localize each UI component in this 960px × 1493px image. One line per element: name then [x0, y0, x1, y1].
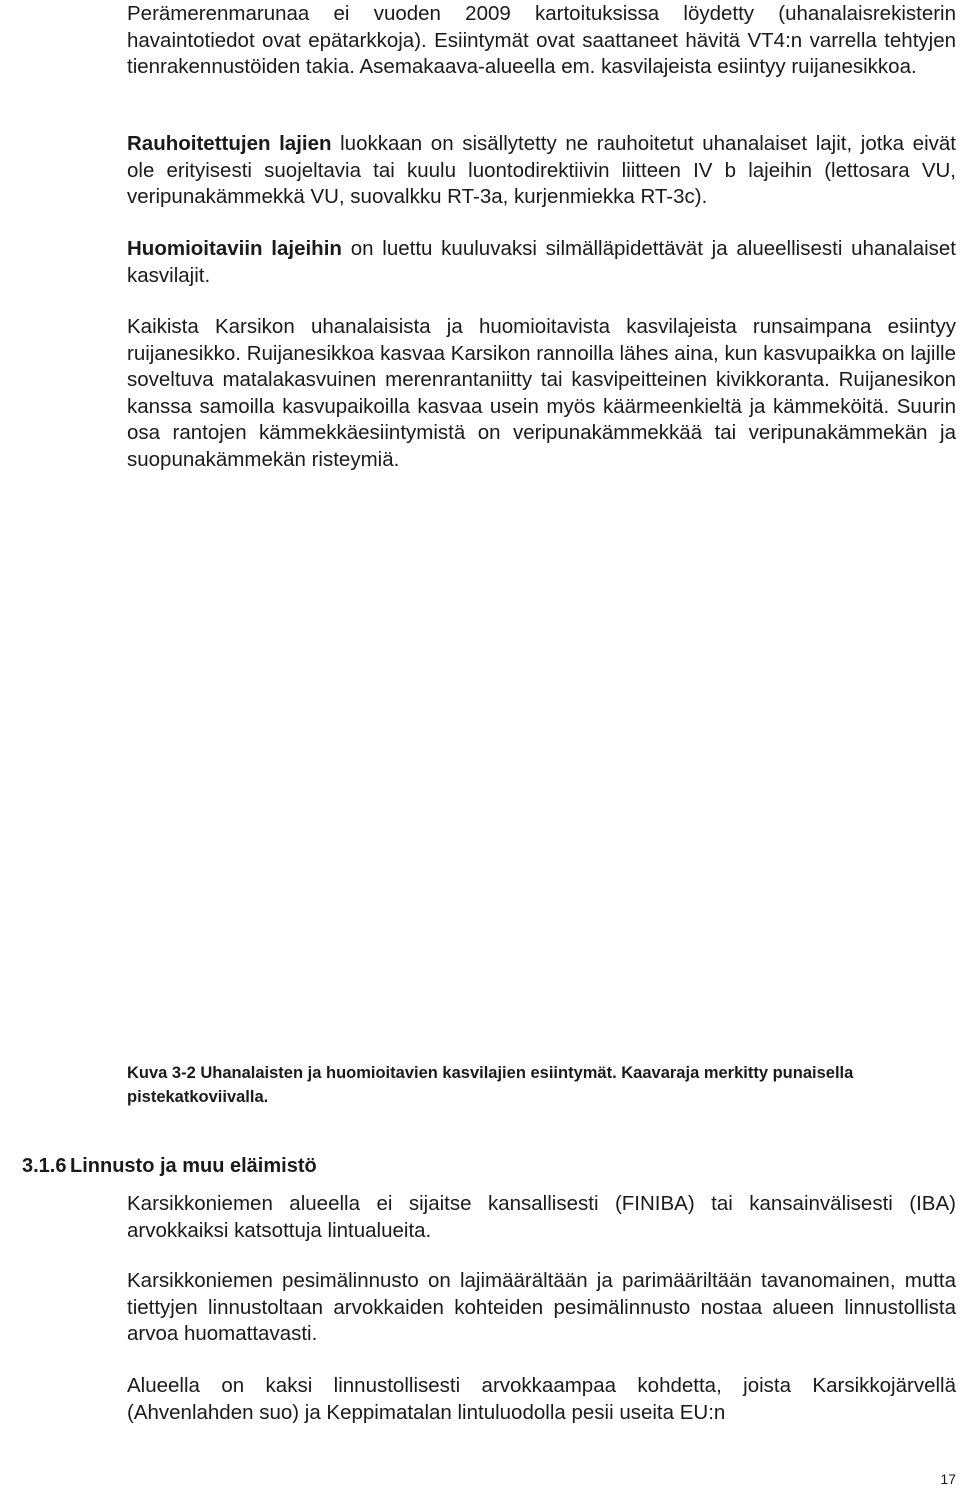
section-heading — [22, 1153, 317, 1179]
paragraph-rauhoitetut-lajit — [127, 131, 956, 211]
paragraph-ruijanesikko: Kaikista Karsikon uhanalaisista ja huomioitavista kasvilajeista runsaimpana esiintyy ruijanesikko. Ruijanesikkoa kasvaa Karsikon rannoilla lähes aina, kun kasvupaikka on lajille soveltuva matalakasvuinen merenrantaniitty tai kasvipeitteinen kivikkoranta. Ruijanesikon kanssa samoilla kasvupaikoilla kasvaa usein myös käärmeenkieltä ja kämmeköitä. Suurin osa rantojen kämmekkäesiintymistä on veripunakämmekkää tai veripunakämmekän ja suopunakämmekän risteymiä. — [127, 315, 956, 471]
paragraph-lintualueet: Karsikkoniemen alueella ei sijaitse kansallisesti (FINIBA) tai kansainvälisesti (IBA) arvokkaiksi katsottuja lintualueita. — [127, 1192, 956, 1242]
paragraph-peramerenmaruna: Perämerenmarunaa ei vuoden 2009 kartoituksissa löydetty (uhanalaisrekisterin havaintotiedot ovat epätarkkoja). Esiintymät ovat saattaneet hävitä VT4:n varrella tehtyjen tienrakennustöiden takia. Asemakaava-alueella em. kasvilajeista esiintyy ruijanesikkoa. — [127, 2, 956, 78]
paragraph-rauhoitetut-lajit-text: luokkaan on sisällytetty ne rauhoitetut uhanalaiset lajit, jotka eivät ole erityisesti suojeltavia tai kuulu luontodirektiivin liitteen IV b lajeihin (lettosara VU, veripunakämmekkä VU, suovalkku RT-3a, kurjenmiekka RT-3c). — [127, 132, 956, 208]
term-huomioitaviin-lajeihin: Huomioitaviin lajeihin — [127, 237, 342, 260]
paragraph-arvokkaat-kohteet: Alueella on kaksi linnustollisesti arvokkaampaa kohdetta, joista Karsikkojärvellä (Ahvenlahden suo) ja Keppimatalan lintuluodolla pesii useita EU:n — [127, 1374, 956, 1424]
term-rauhoitettujen-lajien: Rauhoitettujen lajien — [127, 132, 332, 155]
paragraph-huomioitavat-lajit-text: on luettu kuuluvaksi silmälläpidettävät ja alueellisesti uhanalaiset kasvilajit. — [127, 237, 956, 287]
section-number: 3.1.6 — [22, 1155, 67, 1177]
figure-caption: Kuva 3-2 Uhanalaisten ja huomioitavien kasvilajien esiintymät. Kaavaraja merkitty punaisella pistekatkoviivalla. — [127, 1064, 854, 1106]
page-number: 17 — [940, 1471, 956, 1487]
paragraph-huomioitavat-lajit — [127, 236, 956, 289]
section-title: Linnusto ja muu eläimistö — [70, 1155, 317, 1177]
figure-area — [127, 515, 956, 1055]
paragraph-pesimalinnusto: Karsikkoniemen pesimälinnusto on lajimäärältään ja parimääriltään tavanomainen, mutta tiettyjen linnustoltaan arvokkaiden kohteiden pesimälinnusto nostaa alueen linnustollista arvoa huomattavasti. — [127, 1269, 956, 1345]
